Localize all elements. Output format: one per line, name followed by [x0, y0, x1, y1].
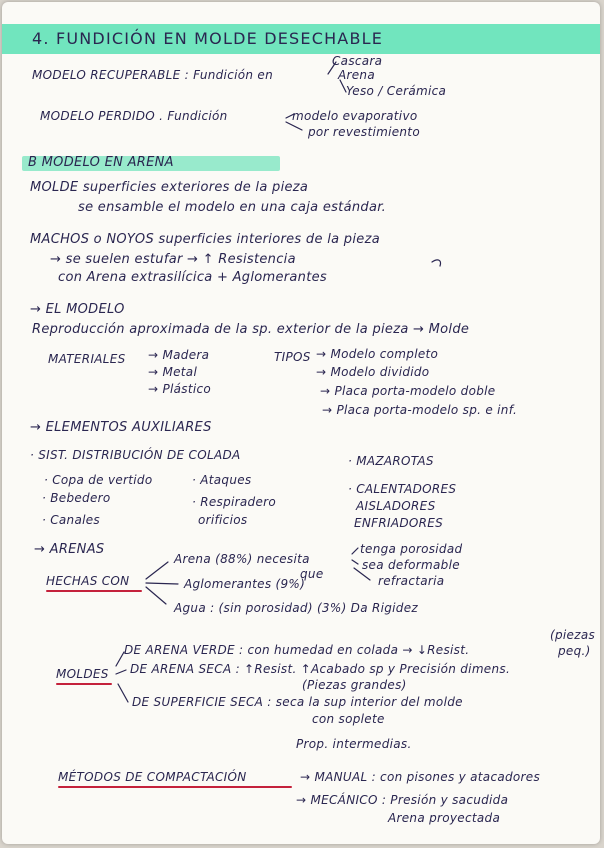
molde-line-1: MOLDE superficies exteriores de la pieza — [30, 180, 309, 195]
section-heading: B MODELO EN ARENA — [28, 155, 174, 170]
el-modelo-heading: → EL MODELO — [30, 302, 125, 317]
tipo-4: → Placa porta-modelo sp. e inf. — [322, 403, 518, 417]
mazarotas: · MAZAROTAS — [348, 454, 434, 468]
hechas-con: HECHAS CON — [46, 574, 130, 588]
ataques: · Ataques — [192, 473, 252, 487]
que: que — [300, 567, 324, 581]
page-title: 4. FUNDICIÓN EN MOLDE DESECHABLE — [32, 29, 384, 48]
materiales-label: MATERIALES — [48, 352, 126, 366]
material-metal: → Metal — [148, 365, 198, 379]
arena-88: Arena (88%) necesita — [174, 552, 310, 566]
sup-seca-3: Prop. intermedias. — [296, 737, 412, 751]
notebook-page — [2, 2, 600, 844]
molde-verde: DE ARENA VERDE : con humedad en colada → ↓Resist. — [124, 643, 470, 657]
recuperable-option-3: Yeso / Cerámica — [346, 84, 447, 98]
moldes-label: MOLDES — [56, 667, 109, 681]
machos-line-2: → se suelen estufar → ↑ Resistencia — [50, 252, 296, 267]
reproduccion-line: Reproducción aproximada de la sp. exterior de la pieza → Molde — [32, 322, 470, 337]
metodo-manual: → MANUAL : con pisones y atacadores — [300, 770, 541, 784]
metodo-mecanico: → MECÁNICO : Presión y sacudida — [296, 793, 509, 807]
tenga-porosidad: tenga porosidad — [360, 542, 463, 556]
machos-line-1: MACHOS o NOYOS superficies interiores de la pieza — [30, 232, 380, 247]
perdido-option-2: por revestimiento — [308, 125, 420, 139]
copa-vertido: · Copa de vertido — [44, 473, 153, 487]
bebedero: · Bebedero — [42, 491, 111, 505]
tipo-1: → Modelo completo — [316, 347, 439, 361]
tipo-3: → Placa porta-modelo doble — [320, 384, 496, 398]
enfriadores: ENFRIADORES — [354, 516, 444, 530]
respiradero: · Respiradero — [192, 495, 277, 509]
sup-seca-2: con soplete — [312, 712, 385, 726]
piezas-pequenas-1: (piezas — [550, 628, 596, 642]
metodos-heading: MÉTODOS DE COMPACTACIÓN — [58, 770, 247, 784]
material-plastico: → Plástico — [148, 382, 212, 396]
recuperable-label: MODELO RECUPERABLE : Fundición en — [32, 68, 273, 82]
canales: · Canales — [42, 513, 100, 527]
aglomerantes: Aglomerantes (9%) — [184, 577, 306, 591]
refractaria: refractaria — [378, 574, 445, 588]
connector-strokes — [2, 2, 600, 844]
tipos-label: TIPOS — [274, 350, 311, 364]
arenas-heading: → ARENAS — [34, 542, 105, 557]
piezas-pequenas-2: peq.) — [558, 644, 591, 658]
recuperable-option-1: Cascara — [332, 54, 383, 68]
tipo-2: → Modelo dividido — [316, 365, 430, 379]
elementos-heading: → ELEMENTOS AUXILIARES — [30, 420, 212, 435]
perdido-option-1: modelo evaporativo — [292, 109, 418, 123]
machos-line-3: con Arena extrasilícica + Aglomerantes — [58, 270, 327, 285]
aisladores: AISLADORES — [356, 499, 436, 513]
material-madera: → Madera — [148, 348, 210, 362]
calentadores: · CALENTADORES — [348, 482, 457, 496]
sist-distribucion: · SIST. DISTRIBUCIÓN DE COLADA — [30, 448, 241, 462]
sup-seca-1: DE SUPERFICIE SECA : seca la sup interior del molde — [132, 695, 463, 709]
piezas-grandes: (Piezas grandes) — [302, 678, 407, 692]
orificios: orificios — [198, 513, 248, 527]
molde-seca: DE ARENA SECA : ↑Resist. ↑Acabado sp y Precisión dimens. — [130, 662, 511, 676]
perdido-label: MODELO PERDIDO . Fundición — [40, 109, 228, 123]
agua: Agua : (sin porosidad) (3%) Da Rigidez — [174, 601, 418, 615]
sea-deformable: sea deformable — [362, 558, 460, 572]
recuperable-option-2: Arena — [338, 68, 375, 82]
molde-line-2: se ensamble el modelo en una caja estándar. — [78, 200, 387, 215]
arena-proyectada: Arena proyectada — [388, 811, 501, 825]
